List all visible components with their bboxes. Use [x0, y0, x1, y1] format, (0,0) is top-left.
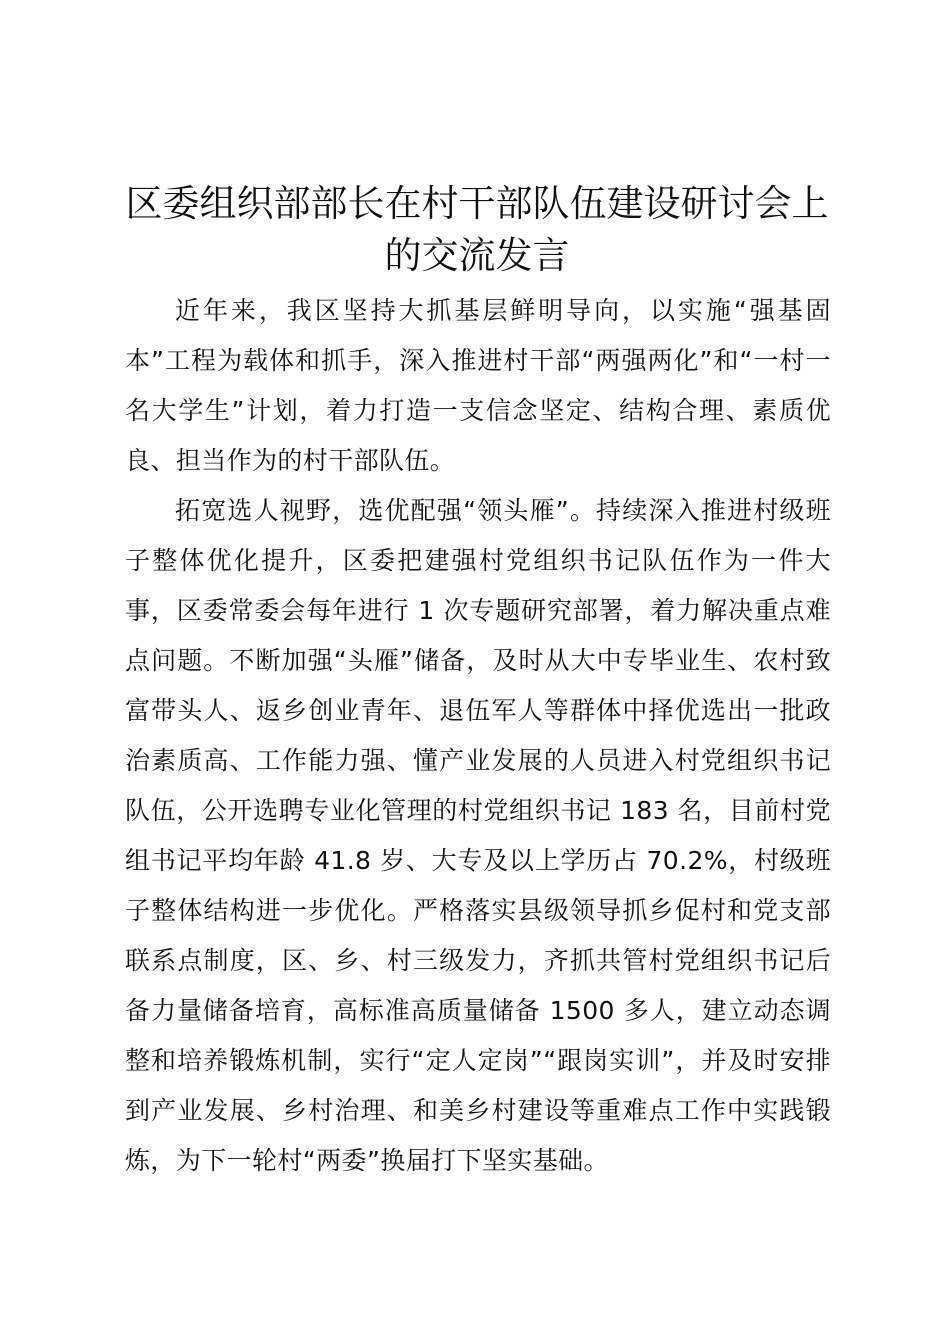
paragraph-intro: 近年来，我区坚持大抓基层鲜明导向，以实施“强基固本”工程为载体和抓手，深入推进村干部“两强两化”和“一村一名大学生”计划，着力打造一支信念坚定、结构合理、素质优良、担当作为的村干部队伍。 [125, 296, 831, 475]
document-title: 区委组织部部长在村干部队伍建设研讨会上的交流发言 [125, 182, 829, 277]
paragraph-selection: 拓宽选人视野，选优配强“领头雁”。持续深入推进村级班子整体优化提升，区委把建强村党组织书记队伍作为一件大事，区委常委会每年进行 1 次专题研究部署，着力解决重点难点问题。不断加强“头雁”储备，及时从大中专毕业生、农村致富带头人、返乡创业青年、退伍军人等群体中择优选出一批政治素质高、工作能力强、懂产业发展的人员进入村党组织书记队伍，公开选聘专业化管理的村党组织书记 183 名，目前村党组书记平均年龄 41.8 岁、大专及以上学历占 70.2%，村级班子整体结构进一步优化。严格落实县级领导抓乡促村和党支部联系点制度，区、乡、村三级发力，齐抓共管村党组织书记后备力量储备培育，高标准高质量储备 1500 多人，建立动态调整和培养锻炼机制，实行“定人定岗”“跟岗实训”，并及时安排到产业发展、乡村治理、和美乡村建设等重难点工作中实践锻炼，为下一轮村“两委”换届打下坚实基础。 [125, 496, 831, 1175]
document-page [125, 178, 831, 1186]
document-body [125, 286, 831, 1186]
